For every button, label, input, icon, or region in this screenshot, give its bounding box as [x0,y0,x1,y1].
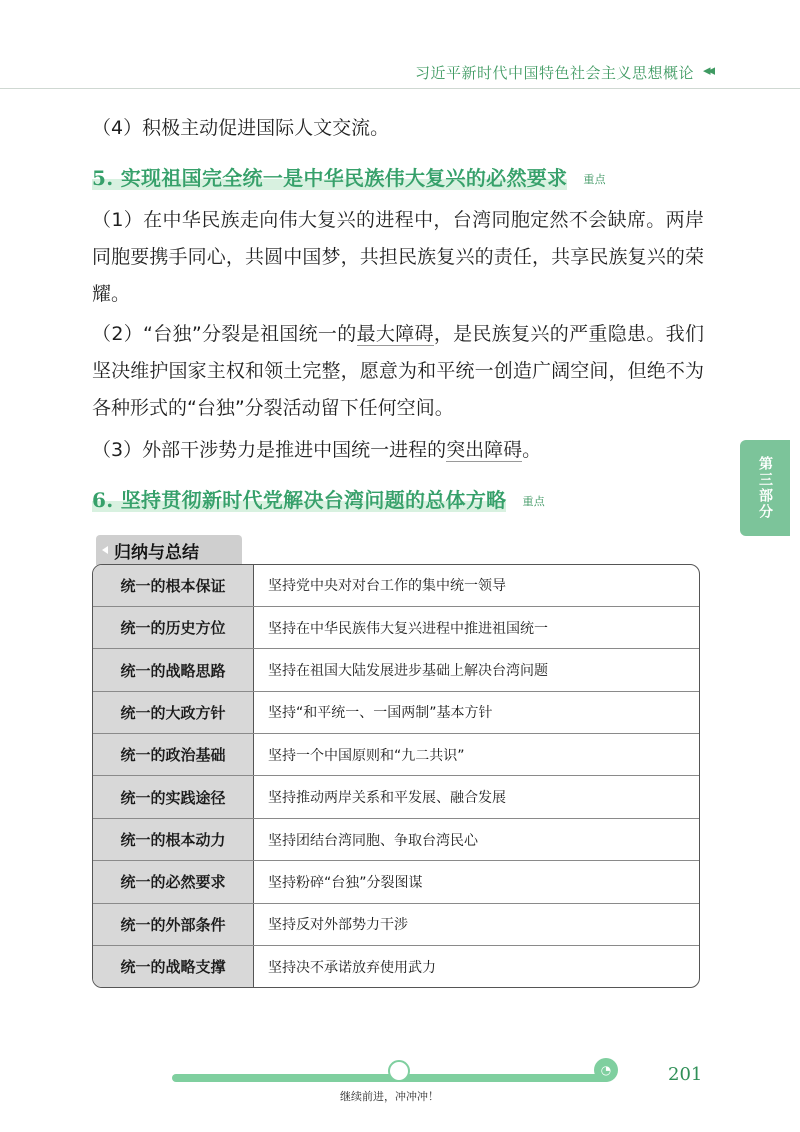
row-value: 坚持团结台湾同胞、争取台湾民心 [254,818,700,860]
table-row [93,946,699,987]
row-key: 统一的战略思路 [93,649,254,691]
row-key: 统一的战略支撑 [93,946,254,987]
paragraph-5-3-text-b: 。 [522,439,542,461]
row-value: 坚持一个中国原则和“九二共识” [254,734,700,776]
table-row [93,818,699,860]
row-key: 统一的根本保证 [93,565,254,606]
page-number: 201 [668,1064,703,1085]
paragraph-4: （4）积极主动促进国际人文交流。 [92,117,390,139]
progress-marker-icon [388,1060,410,1082]
row-key: 统一的政治基础 [93,734,254,776]
row-key: 统一的历史方位 [93,606,254,648]
paragraph-5-3-text-a: （3）外部干涉势力是推进中国统一进程的 [92,439,447,461]
table-row [93,691,699,733]
row-value: 坚持“和平统一、一国两制”基本方针 [254,691,700,733]
table-row [93,606,699,648]
part-three-tab[interactable] [740,440,790,536]
table-row [93,903,699,945]
row-value: 坚持反对外部势力干涉 [254,903,700,945]
row-key: 统一的必然要求 [93,861,254,903]
paragraph-5-3 [92,432,704,469]
section-heading-5 [92,162,606,191]
section-heading-6 [92,484,545,513]
paragraph-5-2 [92,316,704,427]
key-point-badge: 重点 [522,495,546,508]
row-value: 坚持在中华民族伟大复兴进程中推进祖国统一 [254,606,700,648]
row-key: 统一的外部条件 [93,903,254,945]
underlined-term-prominent-obstacle: 突出障碍 [446,439,523,461]
footer-slogan: 继续前进，冲冲冲！ [340,1090,439,1103]
row-key: 统一的实践途径 [93,776,254,818]
paragraph-5-2-text-b: ，是民族复兴的严重隐患。我们坚决维护国家主权和领土完整，愿意为和平统一创造广阔空间，但绝不为各种形式的“台独”分裂活动留下任何空间。 [92,323,704,419]
row-key: 统一的根本动力 [93,818,254,860]
summary-label-text: 归纳与总结 [114,542,199,563]
table-row [93,861,699,903]
section-heading-5-text: 5. 实现祖国完全统一是中华民族伟大复兴的必然要求 [92,166,568,190]
summary-label [96,535,242,565]
row-key: 统一的大政方针 [93,691,254,733]
running-header-title: 习近平新时代中国特色社会主义思想概论 [414,64,694,82]
paragraph-5-2-text-a: （2）“台独”分裂是祖国统一的 [92,323,357,345]
row-value: 坚持决不承诺放弃使用武力 [268,959,436,976]
header-rule [0,88,800,89]
section-heading-6-text: 6. 坚持贯彻新时代党解决台湾问题的总体方略 [92,488,507,512]
key-point-badge: 重点 [583,173,606,186]
snail-icon: ◔ [594,1058,618,1082]
header-arrows-icon: ◂◂ [702,61,712,79]
paragraph-5-1: （1）在中华民族走向伟大复兴的进程中，台湾同胞定然不会缺席。两岸同胞要携手同心，共圆中国梦，共担民族复兴的责任，共享民族复兴的荣耀。 [92,209,704,305]
row-value: 坚持推动两岸关系和平发展、融合发展 [254,776,700,818]
table-row [93,734,699,776]
table-row [93,565,699,606]
part-three-tab-label: 第三部分 [757,456,773,520]
row-value: 坚持党中央对对台工作的集中统一领导 [254,565,700,606]
summary-table [92,564,700,988]
row-value: 坚持粉碎“台独”分裂图谋 [254,861,700,903]
table-row [93,776,699,818]
underlined-term-biggest-obstacle: 最大障碍 [356,323,434,345]
table-row [93,649,699,691]
row-value: 坚持在祖国大陆发展进步基础上解决台湾问题 [254,649,700,691]
